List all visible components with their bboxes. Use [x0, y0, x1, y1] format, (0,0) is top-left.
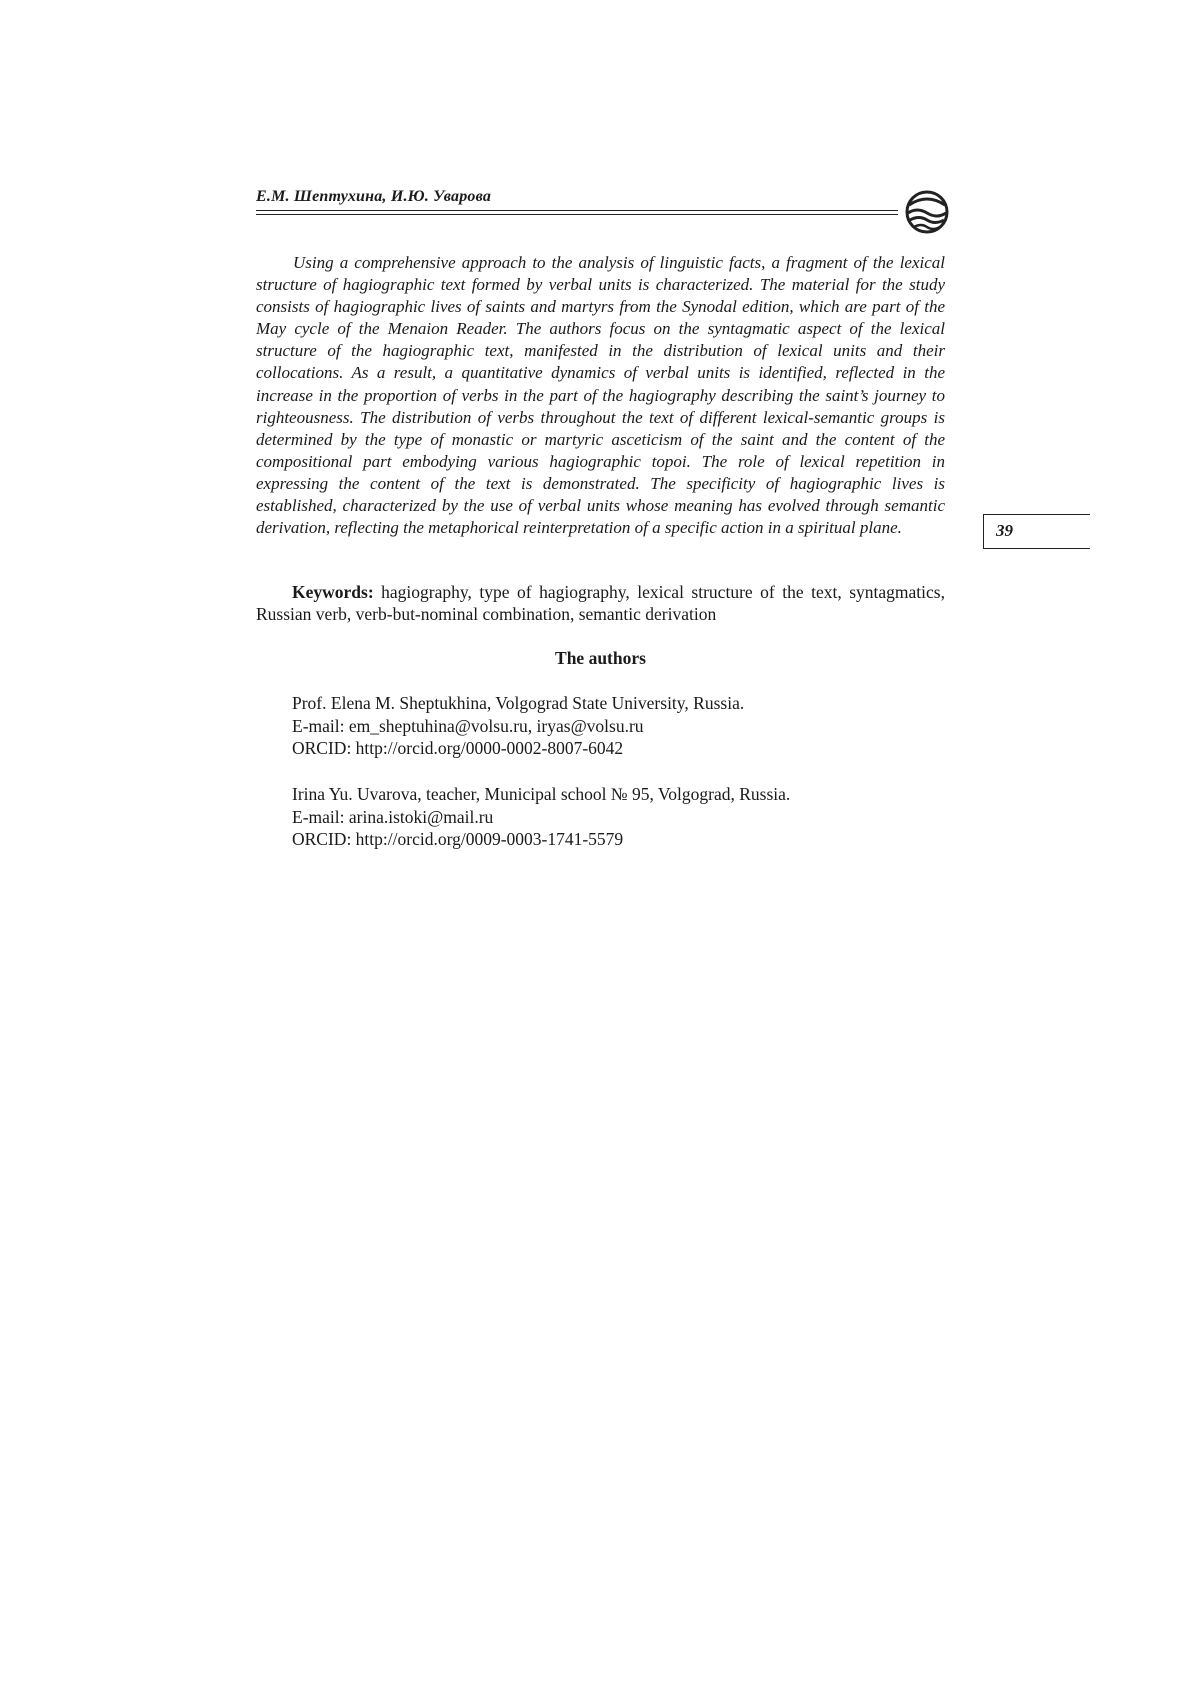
author-affiliation: Prof. Elena M. Sheptukhina, Volgograd State University, Russia.: [292, 693, 745, 713]
page-number: 39: [996, 521, 1013, 540]
author-orcid: ORCID: http://orcid.org/0009-0003-1741-5579: [292, 829, 624, 849]
journal-wave-logo-icon: [904, 189, 950, 235]
author-email: E-mail: arina.istoki@mail.ru: [292, 806, 494, 827]
keywords-text: hagiography, type of hagiography, lexical structure of the text, syntagmatics, Russian verb, verb-but-nominal combination, semantic derivation: [256, 582, 945, 624]
author-entry: [292, 783, 790, 851]
header-rule-bottom: [256, 214, 898, 215]
author-orcid: ORCID: http://orcid.org/0000-0002-8007-6042: [292, 738, 624, 758]
author-affiliation: Irina Yu. Uvarova, teacher, Municipal school № 95, Volgograd, Russia.: [292, 784, 791, 804]
author-entry: [292, 692, 744, 760]
keywords-label: Keywords:: [292, 582, 374, 602]
running-head: Е.М. Шептухина, И.Ю. Уварова: [256, 188, 492, 205]
keywords-paragraph: [256, 581, 945, 625]
authors-heading: The authors: [555, 648, 646, 668]
author-email: E-mail: em_sheptuhina@volsu.ru, iryas@volsu.ru: [292, 715, 644, 736]
abstract-paragraph: Using a comprehensive approach to the analysis of linguistic facts, a fragment of the lexical structure of hagiographic text formed by verbal units is characterized. The material for the study consists of hagiographic lives of saints and martyrs from the Synodal edition, which are part of the May cycle of the Menaion Reader. The authors focus on the syntagmatic aspect of the lexical structure of the hagiographic text, manifested in the distribution of lexical units and their collocations. As a result, a quantitative dynamics of verbal units is identified, reflected in the increase in the proportion of verbs in the part of the hagiography describing the saint’s journey to righteousness. The distribution of verbs throughout the text of different lexical-semantic groups is determined by the type of monastic or martyric asceticism of the saint and the content of the compositional part embodying various hagiographic topoi. The role of lexical repetition in expressing the content of the text is demonstrated. The specificity of hagiographic lives is established, characterized by the use of verbal units whose meaning has evolved through semantic derivation, reflecting the metaphorical reinterpretation of a specific action in a spiritual plane.: [256, 253, 945, 538]
header-rule-top: [256, 210, 898, 211]
page-number-tab: [983, 514, 1090, 549]
